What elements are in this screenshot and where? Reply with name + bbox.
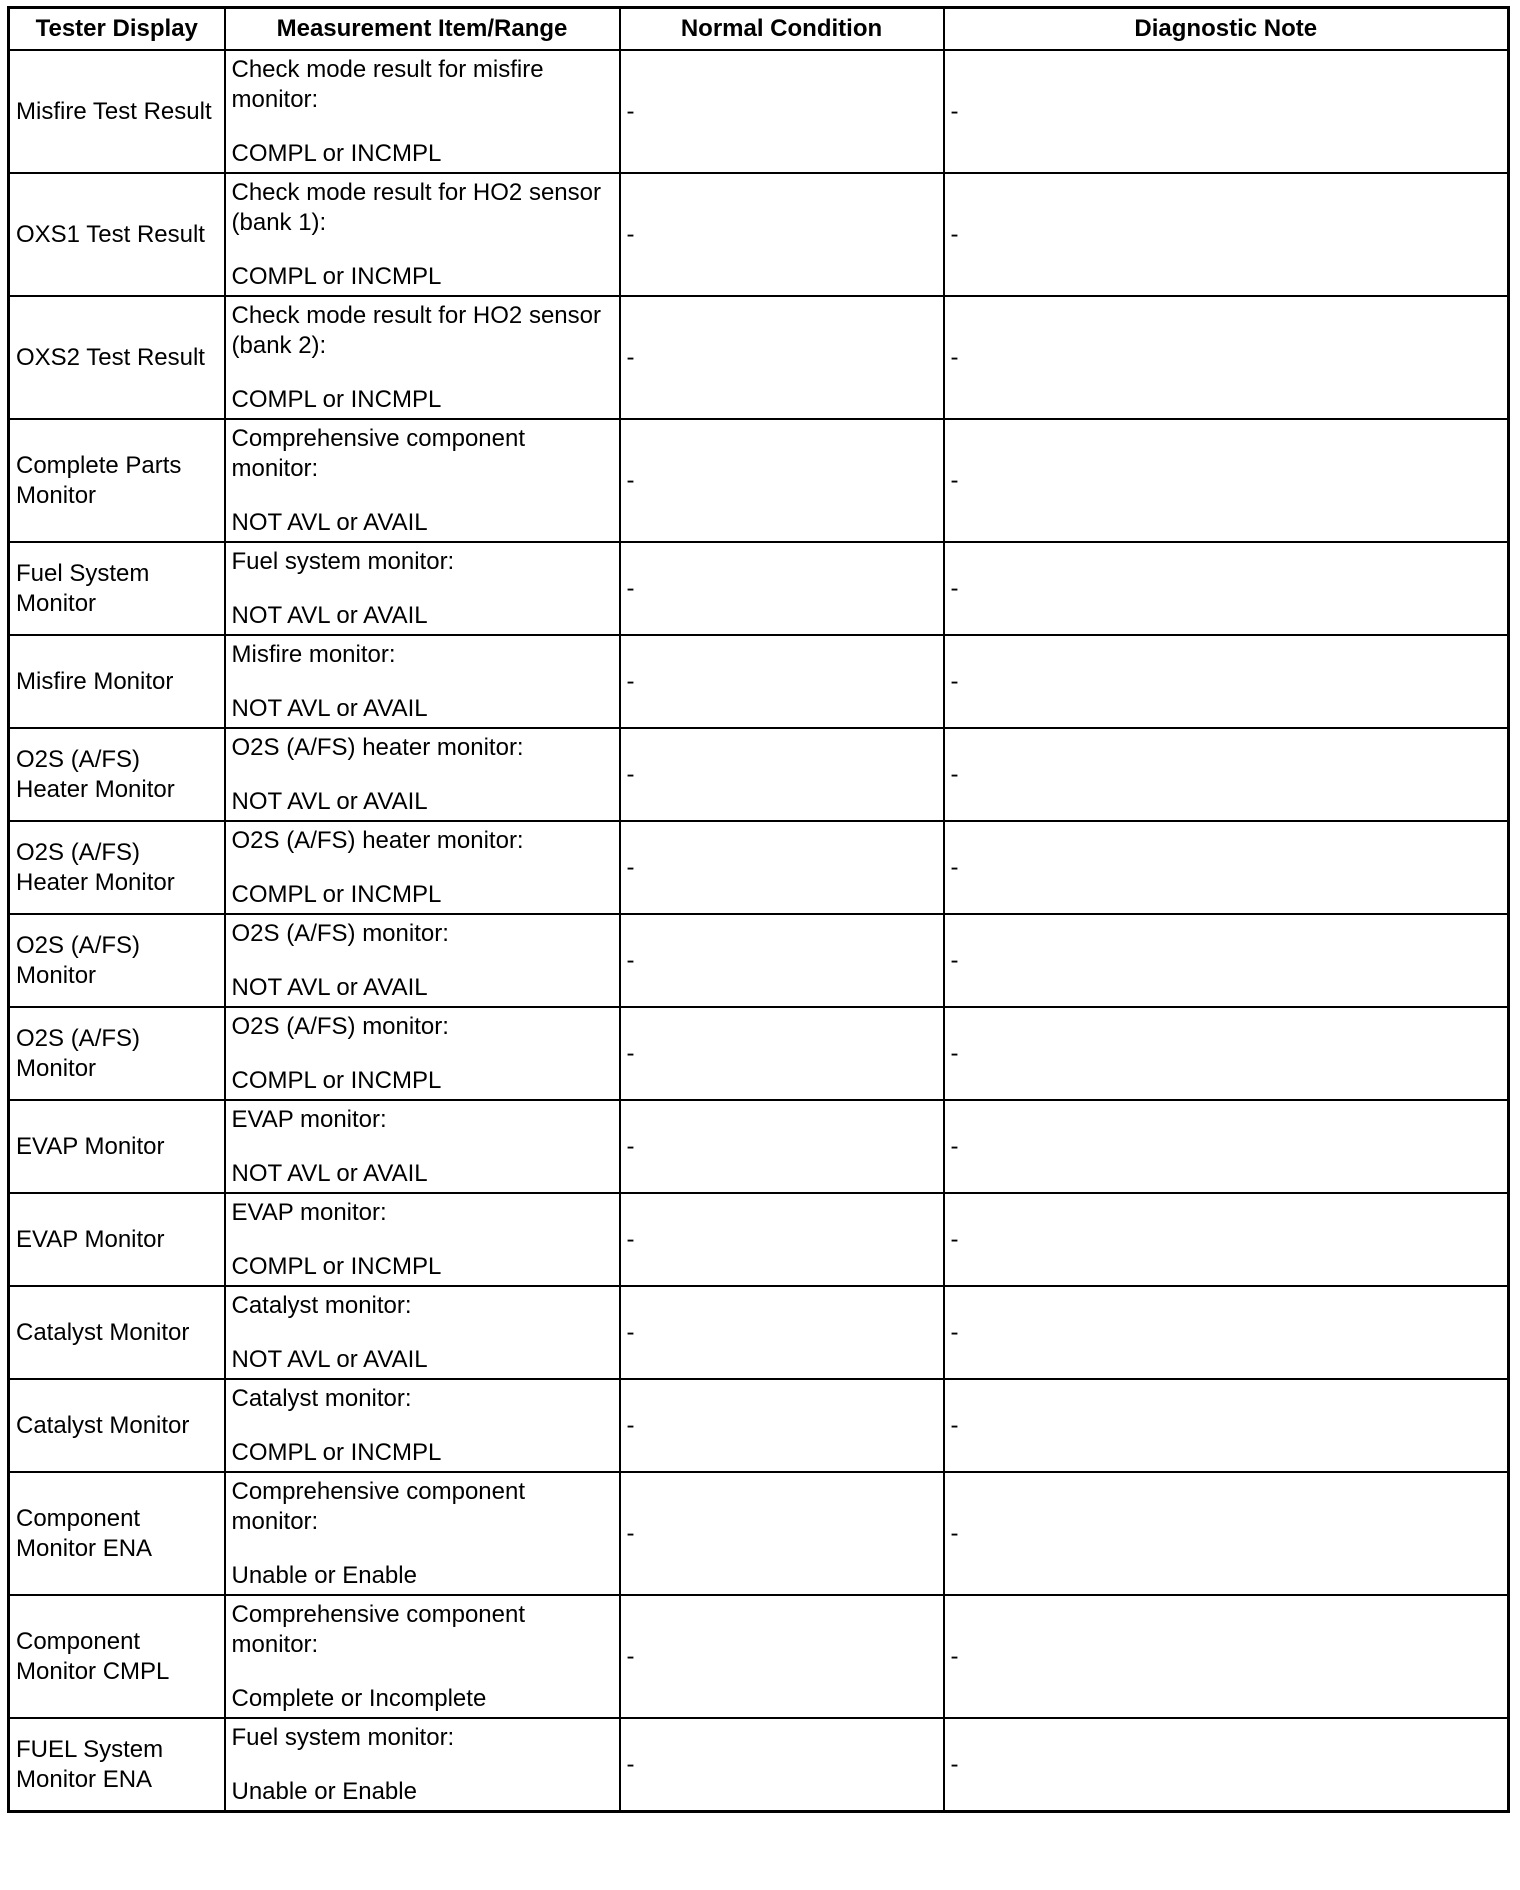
normal-condition-cell bbox=[620, 1472, 944, 1595]
measurement-range: Unable or Enable bbox=[231, 1777, 417, 1805]
tester-display-cell bbox=[9, 296, 225, 419]
normal-condition-text: - bbox=[626, 1750, 635, 1778]
diagnostic-note-cell bbox=[944, 1193, 1509, 1286]
normal-condition-cell bbox=[620, 821, 944, 914]
normal-condition-text: - bbox=[626, 760, 635, 788]
normal-condition-cell bbox=[620, 50, 944, 173]
diagnostic-note-text: - bbox=[950, 1039, 959, 1067]
tester-display-text: Catalyst Monitor bbox=[16, 1318, 190, 1346]
diagnostic-note-cell bbox=[944, 1007, 1509, 1100]
diagnostic-note-text: - bbox=[950, 760, 959, 788]
normal-condition-cell bbox=[620, 914, 944, 1007]
diagnostic-note-text: - bbox=[950, 574, 959, 602]
normal-condition-cell bbox=[620, 1100, 944, 1193]
table-row bbox=[9, 821, 1509, 914]
diagnostic-note-text: - bbox=[950, 946, 959, 974]
normal-condition-text: - bbox=[626, 1039, 635, 1067]
table-row bbox=[9, 419, 1509, 542]
normal-condition-text: - bbox=[626, 853, 635, 881]
tester-display-cell bbox=[9, 1193, 225, 1286]
normal-condition-cell bbox=[620, 173, 944, 296]
tester-display-cell bbox=[9, 542, 225, 635]
diagnostic-note-text: - bbox=[950, 1642, 959, 1670]
measurement-cell bbox=[225, 173, 620, 296]
diagnostic-note-text: - bbox=[950, 220, 959, 248]
table-row bbox=[9, 1595, 1509, 1718]
table-row bbox=[9, 1193, 1509, 1286]
normal-condition-cell bbox=[620, 542, 944, 635]
table-row bbox=[9, 1007, 1509, 1100]
diagnostic-note-cell bbox=[944, 173, 1509, 296]
normal-condition-cell bbox=[620, 1193, 944, 1286]
normal-condition-text: - bbox=[626, 1132, 635, 1160]
table-row bbox=[9, 173, 1509, 296]
tester-display-text: Misfire Test Result bbox=[16, 97, 212, 125]
diagnostic-note-cell bbox=[944, 419, 1509, 542]
measurement-range: COMPL or INCMPL bbox=[231, 1066, 442, 1094]
normal-condition-text: - bbox=[626, 1519, 635, 1547]
normal-condition-text: - bbox=[626, 1318, 635, 1346]
measurement-cell bbox=[225, 728, 620, 821]
diagnostic-note-cell bbox=[944, 821, 1509, 914]
measurement-range: Complete or Incomplete bbox=[231, 1684, 487, 1712]
measurement-range: COMPL or INCMPL bbox=[231, 262, 442, 290]
measurement-cell bbox=[225, 635, 620, 728]
measurement-range: COMPL or INCMPL bbox=[231, 1438, 442, 1466]
normal-condition-cell bbox=[620, 419, 944, 542]
diagnostic-note-text: - bbox=[950, 667, 959, 695]
tester-display-text: O2S (A/FS) Monitor bbox=[16, 931, 141, 989]
diagnostic-note-cell bbox=[944, 1718, 1509, 1812]
tester-display-text: Fuel System Monitor bbox=[16, 559, 150, 617]
tester-display-cell bbox=[9, 1007, 225, 1100]
measurement-cell bbox=[225, 419, 620, 542]
tester-display-cell bbox=[9, 635, 225, 728]
normal-condition-text: - bbox=[626, 220, 635, 248]
header-diagnostic-note: Diagnostic Note bbox=[944, 8, 1509, 51]
measurement-cell bbox=[225, 1472, 620, 1595]
table-row bbox=[9, 728, 1509, 821]
header-measurement-item: Measurement Item/Range bbox=[225, 8, 620, 51]
measurement-item: Catalyst monitor: bbox=[231, 1291, 412, 1319]
normal-condition-cell bbox=[620, 635, 944, 728]
tester-display-cell bbox=[9, 1286, 225, 1379]
measurement-cell bbox=[225, 1286, 620, 1379]
table-row bbox=[9, 1379, 1509, 1472]
tester-display-text: EVAP Monitor bbox=[16, 1225, 165, 1253]
diagnostic-note-cell bbox=[944, 1100, 1509, 1193]
measurement-cell bbox=[225, 1100, 620, 1193]
measurement-item: Fuel system monitor: bbox=[231, 547, 455, 575]
diagnostic-note-text: - bbox=[950, 1318, 959, 1346]
diagnostic-note-cell bbox=[944, 1379, 1509, 1472]
header-normal-condition: Normal Condition bbox=[620, 8, 944, 51]
tester-display-text: Complete Parts Monitor bbox=[16, 451, 182, 509]
measurement-cell bbox=[225, 914, 620, 1007]
normal-condition-text: - bbox=[626, 97, 635, 125]
measurement-item: Check mode result for HO2 sensor (bank 2): bbox=[231, 301, 601, 359]
measurement-range: COMPL or INCMPL bbox=[231, 1252, 442, 1280]
measurement-item: Catalyst monitor: bbox=[231, 1384, 412, 1412]
measurement-item: O2S (A/FS) heater monitor: bbox=[231, 826, 524, 854]
diagnostic-note-text: - bbox=[950, 1225, 959, 1253]
diagnostic-note-cell bbox=[944, 1595, 1509, 1718]
diagnostic-note-cell bbox=[944, 1286, 1509, 1379]
tester-display-cell bbox=[9, 728, 225, 821]
tester-display-text: EVAP Monitor bbox=[16, 1132, 165, 1160]
header-tester-display: Tester Display bbox=[9, 8, 225, 51]
diagnostic-note-text: - bbox=[950, 1411, 959, 1439]
table-row bbox=[9, 914, 1509, 1007]
normal-condition-text: - bbox=[626, 1411, 635, 1439]
table-row bbox=[9, 1718, 1509, 1812]
measurement-item: O2S (A/FS) monitor: bbox=[231, 919, 449, 947]
normal-condition-cell bbox=[620, 1718, 944, 1812]
measurement-item: EVAP monitor: bbox=[231, 1105, 387, 1133]
tester-display-cell bbox=[9, 1472, 225, 1595]
measurement-range: NOT AVL or AVAIL bbox=[231, 508, 428, 536]
table-header-row bbox=[9, 8, 1509, 51]
normal-condition-text: - bbox=[626, 1642, 635, 1670]
table-row bbox=[9, 1472, 1509, 1595]
tester-display-cell bbox=[9, 419, 225, 542]
normal-condition-cell bbox=[620, 1286, 944, 1379]
diagnostic-note-cell bbox=[944, 50, 1509, 173]
measurement-range: NOT AVL or AVAIL bbox=[231, 1159, 428, 1187]
measurement-item: Check mode result for misfire monitor: bbox=[231, 55, 544, 113]
table-row bbox=[9, 50, 1509, 173]
diagnostic-note-cell bbox=[944, 914, 1509, 1007]
tester-display-text: Component Monitor CMPL bbox=[16, 1627, 170, 1685]
normal-condition-text: - bbox=[626, 667, 635, 695]
diagnostic-note-text: - bbox=[950, 343, 959, 371]
measurement-range: NOT AVL or AVAIL bbox=[231, 601, 428, 629]
document-page bbox=[7, 6, 1507, 1813]
measurement-cell bbox=[225, 1595, 620, 1718]
diagnostic-note-cell bbox=[944, 635, 1509, 728]
measurement-range: COMPL or INCMPL bbox=[231, 139, 442, 167]
diagnostic-note-text: - bbox=[950, 853, 959, 881]
tester-display-cell bbox=[9, 1595, 225, 1718]
tester-display-text: OXS2 Test Result bbox=[16, 343, 205, 371]
diagnostic-note-text: - bbox=[950, 1132, 959, 1160]
diagnostic-note-text: - bbox=[950, 97, 959, 125]
normal-condition-cell bbox=[620, 1379, 944, 1472]
measurement-item: Misfire monitor: bbox=[231, 640, 396, 668]
tester-display-text: FUEL System Monitor ENA bbox=[16, 1735, 164, 1793]
normal-condition-text: - bbox=[626, 946, 635, 974]
measurement-item: Fuel system monitor: bbox=[231, 1723, 455, 1751]
tester-display-text: OXS1 Test Result bbox=[16, 220, 205, 248]
tester-display-cell bbox=[9, 1100, 225, 1193]
normal-condition-cell bbox=[620, 1007, 944, 1100]
diagnostic-note-cell bbox=[944, 728, 1509, 821]
table-row bbox=[9, 1286, 1509, 1379]
measurement-cell bbox=[225, 296, 620, 419]
tester-display-cell bbox=[9, 50, 225, 173]
measurement-range: COMPL or INCMPL bbox=[231, 385, 442, 413]
measurement-cell bbox=[225, 1379, 620, 1472]
normal-condition-cell bbox=[620, 1595, 944, 1718]
tester-display-text: O2S (A/FS) Heater Monitor bbox=[16, 838, 175, 896]
normal-condition-cell bbox=[620, 296, 944, 419]
diagnostic-note-text: - bbox=[950, 466, 959, 494]
normal-condition-cell bbox=[620, 728, 944, 821]
measurement-item: Check mode result for HO2 sensor (bank 1): bbox=[231, 178, 601, 236]
tester-display-cell bbox=[9, 1379, 225, 1472]
table-row bbox=[9, 296, 1509, 419]
normal-condition-text: - bbox=[626, 466, 635, 494]
normal-condition-text: - bbox=[626, 574, 635, 602]
diagnostic-note-cell bbox=[944, 1472, 1509, 1595]
measurement-cell bbox=[225, 1718, 620, 1812]
normal-condition-text: - bbox=[626, 1225, 635, 1253]
measurement-item: EVAP monitor: bbox=[231, 1198, 387, 1226]
diagnostic-note-text: - bbox=[950, 1519, 959, 1547]
measurement-item: O2S (A/FS) heater monitor: bbox=[231, 733, 524, 761]
tester-display-text: Catalyst Monitor bbox=[16, 1411, 190, 1439]
measurement-cell bbox=[225, 50, 620, 173]
measurement-cell bbox=[225, 1007, 620, 1100]
normal-condition-text: - bbox=[626, 343, 635, 371]
tester-display-text: Component Monitor ENA bbox=[16, 1504, 153, 1562]
table-row bbox=[9, 1100, 1509, 1193]
table-body bbox=[9, 50, 1509, 1812]
diagnostic-note-cell bbox=[944, 542, 1509, 635]
tester-display-text: O2S (A/FS) Monitor bbox=[16, 1024, 141, 1082]
diagnostic-note-cell bbox=[944, 296, 1509, 419]
tester-display-cell bbox=[9, 1718, 225, 1812]
tester-display-cell bbox=[9, 914, 225, 1007]
tester-display-text: O2S (A/FS) Heater Monitor bbox=[16, 745, 175, 803]
table-row bbox=[9, 635, 1509, 728]
measurement-range: NOT AVL or AVAIL bbox=[231, 1345, 428, 1373]
table-row bbox=[9, 542, 1509, 635]
measurement-item: Comprehensive component monitor: bbox=[231, 1600, 525, 1658]
measurement-cell bbox=[225, 821, 620, 914]
measurement-range: NOT AVL or AVAIL bbox=[231, 694, 428, 722]
diagnostic-note-text: - bbox=[950, 1750, 959, 1778]
data-list-table bbox=[7, 6, 1510, 1813]
measurement-range: NOT AVL or AVAIL bbox=[231, 973, 428, 1001]
measurement-item: Comprehensive component monitor: bbox=[231, 1477, 525, 1535]
measurement-cell bbox=[225, 1193, 620, 1286]
measurement-range: Unable or Enable bbox=[231, 1561, 417, 1589]
tester-display-cell bbox=[9, 173, 225, 296]
measurement-item: O2S (A/FS) monitor: bbox=[231, 1012, 449, 1040]
tester-display-text: Misfire Monitor bbox=[16, 667, 174, 695]
measurement-cell bbox=[225, 542, 620, 635]
measurement-item: Comprehensive component monitor: bbox=[231, 424, 525, 482]
measurement-range: COMPL or INCMPL bbox=[231, 880, 442, 908]
measurement-range: NOT AVL or AVAIL bbox=[231, 787, 428, 815]
tester-display-cell bbox=[9, 821, 225, 914]
